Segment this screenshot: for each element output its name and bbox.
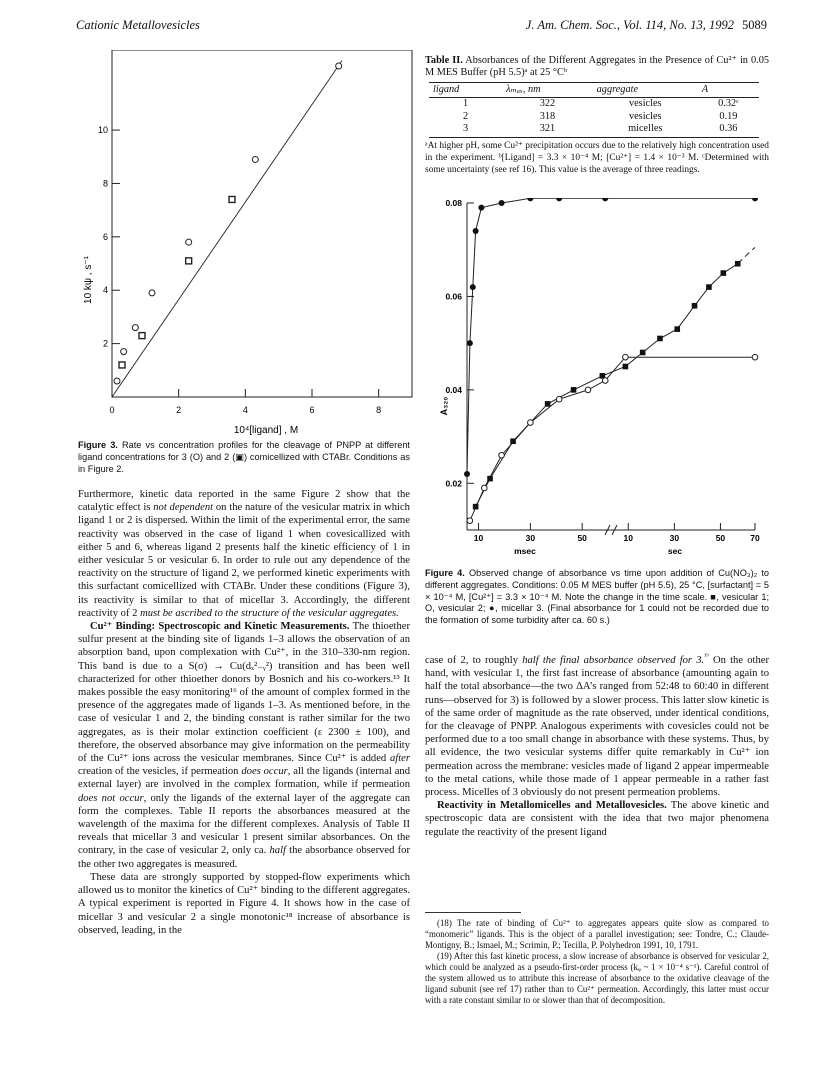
fig3-point-square — [119, 362, 125, 368]
fig3-x-tick-label: 0 — [109, 405, 115, 415]
footnote-18: (18) The rate of binding of Cu²⁺ to aggregates appears quite slow as compared to “monomeric” ligands. This is the object of a parallel investigation; see: Tondre, C.; Claude-Montigny, B.; Ismael, M.; Scrimin, P.; Tecilla, P. Polyhedron 1991, 10, 1791. — [425, 918, 769, 950]
fig4-x-tick-label: 10 — [473, 533, 484, 543]
table-2 — [425, 55, 769, 176]
fig3-y-tick-label: 6 — [102, 231, 108, 242]
fig3-x-tick-label: 2 — [176, 405, 182, 415]
fig4-x-unit-sec: sec — [667, 546, 683, 556]
fig4-y-tick-label: 0.02 — [445, 478, 462, 489]
paragraph: These data are strongly supported by stopped-flow experiments which allowed us to monitor the kinetics of Cu²⁺ binding to the different aggregates. A typical experiment is reported in Figure 4. It shows how in the case of micellar 3 and vesicular 2 a single monotonic¹⁸ increase of absorbance is observed, leading, in the — [78, 871, 410, 936]
fig4-point-square — [692, 303, 698, 309]
fig4-point-square — [657, 336, 663, 342]
table-header: λₘₐₓ, nm — [502, 82, 592, 97]
table-2-footnote: ᵃAt higher pH, some Cu²⁺ precipitation occurs due to the relatively high concentration used in the experiment. ᵇ[Ligand] = 3.3 × 10⁻⁴ M; [Cu²⁺] = 1.4 × 10⁻³ M. ᶜDetermined with some uncertainty (see ref 16). This value is the average of three readings. — [425, 141, 769, 175]
fig4-point-square — [473, 504, 479, 510]
fig3-y-tick-label: 10 — [97, 125, 108, 136]
fig4-caption-label: Figure 4. — [425, 568, 465, 578]
right-body-text — [425, 654, 769, 839]
page-number: 5089 — [742, 18, 767, 32]
fig4-point-dot — [473, 228, 479, 234]
fig4-point-square — [623, 364, 629, 370]
fig3-caption-label: Figure 3. — [78, 440, 118, 450]
fig3-caption-text: Rate vs concentration profiles for the cleavage of PNPP at different ligand concentrations for 3 (O) and 2 (▣) comicellized with CTABr. Conditions as in Figure 2. — [78, 440, 410, 474]
fig3-point-square — [139, 333, 145, 339]
section-heading: Reactivity in Metallomicelles and Metallovesicles. — [437, 800, 667, 812]
paragraph: Cu²⁺ Binding: Spectroscopic and Kinetic Measurements. The thioether sulfur present at the binding site of ligands 1–3 allows the observation of an absorption band, upon complexation with Cu²⁺, in the 310–330-nm region. This band is due to a S(σ) → Cu(dₓ²₋ᵧ²) transition and has been well characterized for other thioether donors by Bosnich and his co-workers.¹³ It makes possible the easy monitoring¹⁶ of the amount of complex formed in the presence of the aggregates made of ligands 1–3. As mentioned before, in the case of vesicular 1 and 2, the binding constant is rather similar for the two aggregates, as is their molar extinction coefficient (ε 2300 ± 100), and therefore, the observed absorbance may give information on the permeability of the Cu²⁺ ions across the vesicular membranes. Since Cu²⁺ is added after creation of the vesicles, if permeation does occur, all the ligands (internal and external layer) are involved in the complex formation, while if permeation does not occur, only the ligands of the external layer of the aggregate can form the complexes. Table II reports the absorbances measured at the wavelength of the maxima for the different complexes. Analysis of Table II reveals that micellar 3 and vesicular 1 present similar absorbances. On the contrary, in the case of vesicular 2, only ca. half the absorbance observed for the other two aggregates is measured. — [78, 621, 411, 870]
fig4-point-circle — [623, 354, 629, 360]
running-title: Cationic Metallovesicles — [76, 18, 200, 32]
table-header: A — [698, 82, 759, 97]
fig4-point-circle — [585, 387, 591, 393]
fig3-point-square — [186, 258, 192, 264]
journal-citation: J. Am. Chem. Soc., Vol. 114, No. 13, 1992 5089 — [525, 18, 767, 32]
section-heading: Cu²⁺ Binding: Spectroscopic and Kinetic Measurements. — [90, 621, 350, 633]
paragraph: Furthermore, kinetic data reported in the same Figure 2 show that the catalytic effect is not dependent on the nature of the vesicular matrix in which ligand 1 or 2 is dispersed. Within the limit of the experimental error, the same reactivity was observed in the case of ligand 1 when covesicallized with either 5 and 6, whereas ligand 2 presents half the kinetic efficiency of 1 in either vesicular 5 or vesicular 6. In order to rule out any dependence of the reactivity on the structure of ligand 2, we performed kinetic experiments with this surfactant comicellized with CTABr. Under these conditions (Figure 3), its reactivity is similar to that of micellar 3. Accordingly, the different reactivity of 2 must be ascribed to the structure of the vesicular aggregates. — [78, 489, 410, 619]
fig3-point-circle — [252, 156, 258, 162]
fig3-point-circle — [132, 325, 138, 331]
figure-3-caption — [78, 440, 410, 475]
fig3-point-square — [229, 196, 235, 202]
fig3-x-tick-label: 6 — [309, 405, 315, 415]
fig4-point-dot — [527, 198, 533, 201]
figure-4-caption — [425, 568, 769, 627]
table-row: 1 322 vesicles 0.32ᶜ — [463, 98, 739, 110]
footnote-19: (19) After this fast kinetic process, a slow increase of absorbance is observed for vesicular 2, which could be analyzed as a pseudo-first-order process (kᵩ ~ 1 × 10⁻⁴ s⁻¹). Careful control of the system allowed us to attribute this increase of absorbance to the oxidative cleavage of the ligand subunit (see ref 17) rather than to Cu²⁺ permeation. Accordingly, this latter must occur with a rate constant similar to or slower than that of decomposition. — [425, 951, 769, 1005]
fig4-x-tick-label: 50 — [577, 533, 587, 543]
paragraph: case of 2, to roughly half the final absorbance observed for 3.$^{^{19}}$ On the other hand, with vesicular 1, the first fast increase of absorbance (amounting again to half the total absorbance—the two ΔA’s ranged from 52:48 to 60:40 in different runs—observed for 3) is followed by a slower process. This latter slow kinetic is of the same order of magnitude as the rate observed, under identical conditions, for the cleavage of PNPP. Analogous experiments with covesicles could not be performed due to a too small change in absorbance with these systems. Thus, by all evidence, the two vesicular systems differ quite remarkably in Cu²⁺ ion permeation across the membrane: vesicles made of ligand 2 appear impermeable to the metal cations, while those made of 1 appear permeable in a rather fast process. Micelles of 3 obviously do not present permeation problems. — [425, 652, 769, 799]
fig4-point-square — [487, 476, 493, 482]
table-2-title: Table II. Absorbances of the Different Aggregates in the Presence of Cu²⁺ in 0.05 M MES Buffer (pH 5.5)ᵃ at 25 °Cᵇ — [425, 55, 769, 79]
fig4-point-dot — [478, 205, 484, 211]
footnote-rule — [425, 912, 521, 913]
fig4-y-label: A₃₂₀ — [439, 396, 449, 416]
fig3-point-circle — [149, 290, 155, 296]
fig3-point-circle — [186, 239, 192, 245]
fig4-x-tick-label: 70 — [750, 533, 760, 543]
fig4-point-circle — [528, 420, 534, 426]
fig4-point-circle — [602, 378, 608, 384]
fig4-point-circle — [752, 354, 758, 360]
fig3-y-tick-label: 4 — [102, 285, 108, 296]
fig4-point-square — [640, 350, 646, 356]
fig4-point-dot — [470, 284, 476, 290]
fig4-point-dot — [467, 340, 473, 346]
figure-3-chart — [78, 50, 418, 440]
table-header: ligand — [429, 82, 502, 97]
fig4-series-line — [476, 264, 738, 507]
fig4-point-dot — [499, 200, 505, 206]
fig4-point-circle — [467, 518, 473, 524]
fig4-point-square — [735, 261, 741, 267]
fig4-y-tick-label: 0.08 — [445, 198, 462, 208]
table-row: 3 321 micelles 0.36 — [429, 123, 759, 138]
fig3-point-circle — [114, 378, 120, 384]
fig4-series-line — [467, 198, 755, 474]
fig3-fit-line — [112, 61, 342, 397]
fig4-point-square — [510, 438, 516, 444]
fig4-y-tick-label: 0.04 — [445, 384, 462, 395]
table-2-grid — [429, 82, 759, 139]
fig4-point-square — [545, 401, 551, 407]
fig4-point-dot — [602, 198, 608, 201]
fig4-y-tick-label: 0.06 — [445, 291, 462, 302]
fig4-x-tick-label: 10 — [623, 533, 634, 543]
fig3-x-label: 10⁴[ligand] , M — [233, 425, 299, 436]
fig4-x-unit-msec: msec — [514, 546, 536, 556]
footnotes — [425, 918, 769, 1006]
left-body-text — [78, 488, 410, 937]
fig4-point-circle — [481, 485, 487, 491]
fig3-plot-frame — [112, 50, 412, 397]
fig4-point-circle — [556, 396, 562, 402]
fig3-x-tick-label: 8 — [376, 405, 382, 415]
fig4-point-dot — [556, 198, 562, 201]
fig3-y-label: 10 kψ , s⁻¹ — [83, 256, 94, 304]
figure-4-chart — [425, 198, 770, 563]
fig4-point-square — [674, 326, 680, 332]
fig4-point-circle — [499, 452, 505, 458]
fig3-y-tick-label: 8 — [102, 178, 108, 189]
fig4-point-dot — [464, 471, 470, 477]
fig4-x-tick-label: 30 — [525, 533, 536, 543]
paragraph: Reactivity in Metallomicelles and Metallovesicles. The above kinetic and spectroscopic data are consistent with the idea that two major phenomena regulate the reactivity of the present ligand — [425, 800, 769, 838]
fig4-point-dot — [752, 198, 758, 201]
fig3-x-tick-label: 4 — [242, 405, 248, 415]
table-header: aggregate — [593, 82, 698, 97]
fig4-point-square — [706, 284, 712, 290]
fig4-x-tick-label: 50 — [715, 533, 726, 543]
fig4-point-square — [571, 387, 577, 393]
fig4-point-square — [721, 270, 727, 276]
fig3-y-tick-label: 2 — [102, 338, 108, 349]
fig3-point-circle — [121, 349, 127, 355]
fig4-x-tick-label: 30 — [669, 533, 680, 543]
fig3-point-circle — [336, 63, 342, 69]
table-row: 2 318 vesicles 0.19 — [463, 110, 738, 122]
fig4-caption-text: Observed change of absorbance vs time upon addition of Cu(NO₃)₂ to different aggregates. Conditions: 0.05 M MES buffer (pH 5.5), 25 °C, [surfactant] = 5 × 10⁻⁴ M, [Cu²⁺] = 3.3 × 10⁻⁴ M. Note the change in the time scale. ■, vesicular 1; O, vesicular 2; ●, micellar 3. (Final absorbance for 1 could not be recorded due to the formation of some turbidity after ca. 60 s.) — [425, 568, 770, 626]
